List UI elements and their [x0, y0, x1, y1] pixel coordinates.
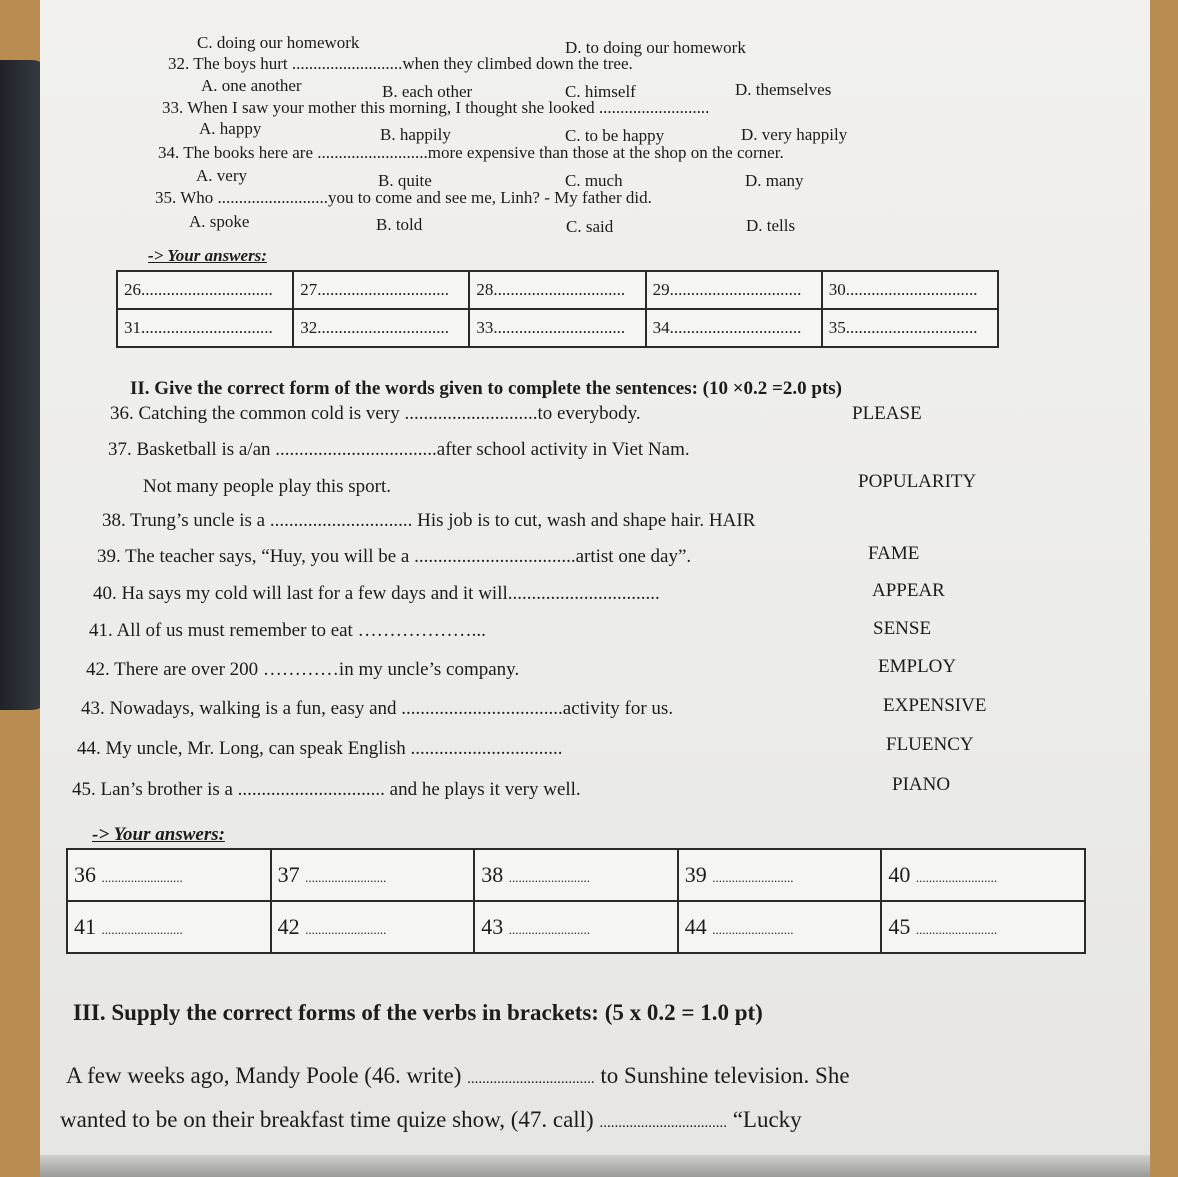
q41-hint: SENSE — [873, 618, 932, 639]
answers-heading-1: -> Your answers: — [148, 246, 267, 265]
q39-hint: FAME — [868, 543, 920, 564]
q45-hint: PIANO — [892, 774, 951, 795]
q33-stem: 33. When I saw your mother this morning, I thought she looked .......................... — [162, 98, 710, 117]
answer-cell[interactable]: 26............................... — [117, 271, 293, 309]
answers-heading-2: -> Your answers: — [92, 824, 225, 845]
q45-text: 45. Lan’s brother is a ............................... and he plays it very well. — [72, 779, 581, 800]
q38-text: 38. Trung’s uncle is a .............................. His job is to cut, wash and shape hair. HAIR — [102, 510, 756, 531]
q35-option-c: C. said — [566, 217, 614, 236]
q32-option-c: C. himself — [565, 82, 636, 101]
answer-cell[interactable]: 35............................... — [822, 309, 998, 347]
q43-hint: EXPENSIVE — [883, 695, 987, 716]
answer-cell[interactable]: 42 ......................... — [271, 901, 475, 953]
q35-option-a: A. spoke — [189, 212, 250, 231]
answer-cell[interactable]: 45 ......................... — [881, 901, 1085, 953]
answer-cell[interactable]: 27............................... — [293, 271, 469, 309]
q42-text: 42. There are over 200 …………in my uncle’s company. — [86, 659, 520, 680]
section-3-title: III. Supply the correct forms of the verbs in brackets: (5 x 0.2 = 1.0 pt) — [73, 1000, 763, 1025]
q34-option-c: C. much — [565, 171, 623, 190]
answer-cell[interactable]: 31............................... — [117, 309, 293, 347]
q32-stem: 32. The boys hurt ..........................when they climbed down the tree. — [168, 54, 633, 73]
answer-table-2 — [66, 848, 1086, 954]
answer-cell[interactable]: 44 ......................... — [678, 901, 882, 953]
q35-option-b: B. told — [376, 215, 423, 234]
q32-option-a: A. one another — [201, 76, 302, 95]
q32-option-d: D. themselves — [735, 80, 832, 99]
answer-cell[interactable]: 39 ......................... — [678, 849, 882, 901]
q37-hint: POPULARITY — [858, 471, 977, 492]
q33-option-c: C. to be happy — [565, 126, 665, 145]
q35-stem: 35. Who ..........................you to come and see me, Linh? - My father did. — [155, 188, 652, 207]
q34-stem: 34. The books here are ..........................more expensive than those at the shop on the corner. — [158, 143, 784, 162]
answer-cell[interactable]: 43 ......................... — [474, 901, 678, 953]
q33-option-b: B. happily — [380, 125, 451, 144]
answer-cell[interactable]: 34............................... — [646, 309, 822, 347]
q44-hint: FLUENCY — [886, 734, 974, 755]
q39-text: 39. The teacher says, “Huy, you will be a ..................................artist one day”. — [97, 546, 692, 567]
q31-option-c: C. doing our homework — [197, 33, 360, 52]
answer-cell[interactable]: 30............................... — [822, 271, 998, 309]
answer-cell[interactable]: 37 ......................... — [271, 849, 475, 901]
answer-table-1 — [116, 270, 999, 348]
q34-option-a: A. very — [196, 166, 247, 185]
answer-cell[interactable]: 36 ......................... — [67, 849, 271, 901]
q32-option-b: B. each other — [382, 82, 473, 101]
answer-cell[interactable]: 32............................... — [293, 309, 469, 347]
answer-cell[interactable]: 33............................... — [469, 309, 645, 347]
answer-cell[interactable]: 29............................... — [646, 271, 822, 309]
q33-option-a: A. happy — [199, 119, 262, 138]
q34-option-d: D. many — [745, 171, 804, 190]
answer-cell[interactable]: 38 ......................... — [474, 849, 678, 901]
section-3-line-2: wanted to be on their breakfast time quize show, (47. call) .................................. “Lucky — [60, 1107, 802, 1132]
q38-hint: HAIR — [708, 510, 756, 531]
q37-text: 37. Basketball is a/an ..................................after school activity in Viet Nam. — [108, 439, 690, 460]
section-2-title: II. Give the correct form of the words given to complete the sentences: (10 ×0.2 =2.0 pts) — [130, 378, 842, 399]
q35-option-d: D. tells — [746, 216, 796, 235]
q33-option-d: D. very happily — [741, 125, 848, 144]
q43-text: 43. Nowadays, walking is a fun, easy and ..................................activity for us. — [81, 698, 674, 719]
q41-text: 41. All of us must remember to eat ………………... — [89, 620, 486, 641]
q34-option-b: B. quite — [378, 171, 432, 190]
answer-cell[interactable]: 28............................... — [469, 271, 645, 309]
q42-hint: EMPLOY — [878, 656, 957, 677]
answer-cell[interactable]: 40 ......................... — [881, 849, 1085, 901]
q40-hint: APPEAR — [872, 580, 945, 601]
q37-text-2: Not many people play this sport. — [143, 476, 392, 497]
q36-hint: PLEASE — [852, 403, 922, 424]
answer-cell[interactable]: 41 ......................... — [67, 901, 271, 953]
q44-text: 44. My uncle, Mr. Long, can speak English ................................ — [77, 738, 563, 759]
q31-option-d: D. to doing our homework — [565, 38, 746, 57]
page-edge-shadow — [40, 1155, 1150, 1177]
q40-text: 40. Ha says my cold will last for a few days and it will................................ — [93, 583, 660, 604]
section-3-line-1: A few weeks ago, Mandy Poole (46. write) .................................. to Sunshine television. She — [66, 1063, 850, 1088]
q36-text: 36. Catching the common cold is very ............................to everybody. — [110, 403, 641, 424]
